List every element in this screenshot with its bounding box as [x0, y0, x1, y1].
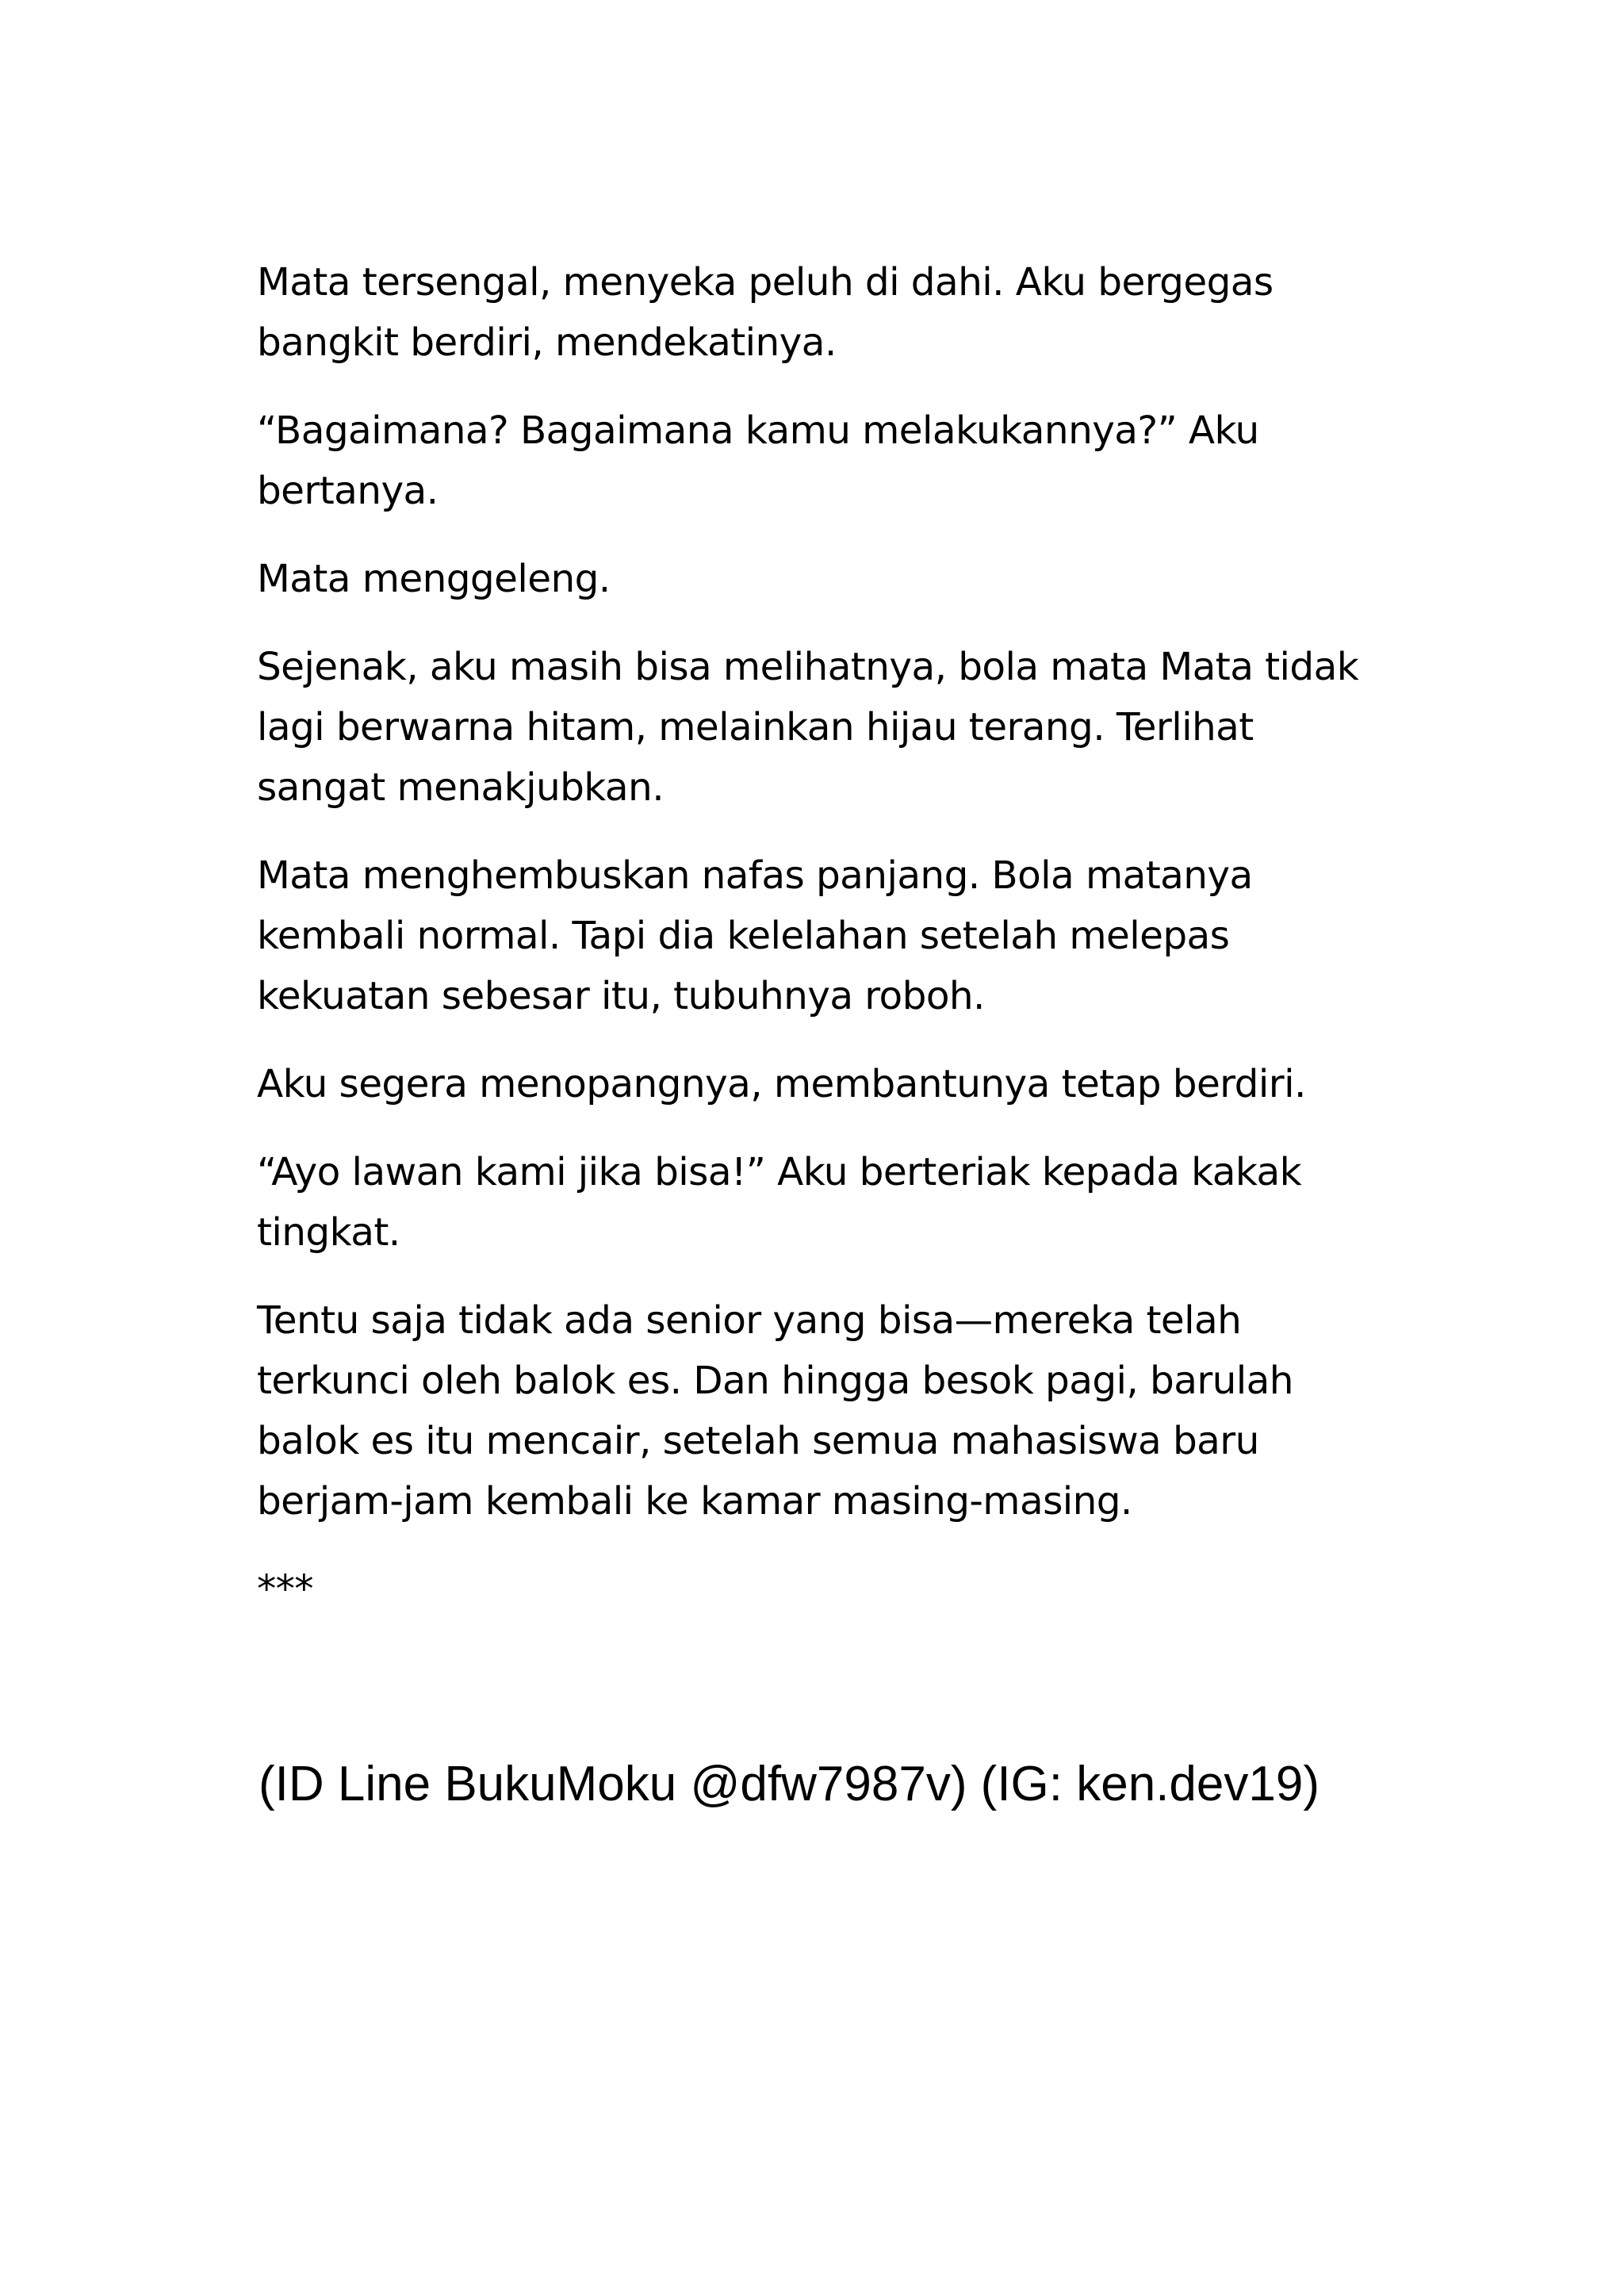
paragraph: Mata menggeleng.: [257, 557, 611, 601]
contact-footer: (ID Line BukuMoku @dfw7987v) (IG: ken.dev19): [259, 1757, 1320, 1811]
paragraph: Tentu saja tidak ada senior yang bisa—mereka telah terkunci oleh balok es. Dan hingga besok pagi, barulah balok es itu mencair, setelah semua mahasiswa baru berjam-jam kembali ke kamar masing-masing.: [257, 1298, 1293, 1524]
paragraph: “Bagaimana? Bagaimana kamu melakukannya?” Aku bertanya.: [257, 408, 1259, 513]
story-text: [257, 252, 1383, 1647]
paragraph: Mata menghembuskan nafas panjang. Bola matanya kembali normal. Tapi dia kelelahan setelah melepas kekuatan sebesar itu, tubuhnya roboh.: [257, 853, 1253, 1018]
paragraph: “Ayo lawan kami jika bisa!” Aku berteriak kepada kakak tingkat.: [257, 1150, 1302, 1255]
paragraph: Mata tersengal, menyeka peluh di dahi. Aku bergegas bangkit berdiri, mendekatinya.: [257, 260, 1274, 365]
section-separator: ***: [257, 1567, 313, 1612]
paragraph: Sejenak, aku masih bisa melihatnya, bola mata Mata tidak lagi berwarna hitam, melainkan hijau terang. Terlihat sangat menakjubkan.: [257, 645, 1359, 810]
paragraph: Aku segera menopangnya, membantunya tetap berdiri.: [257, 1062, 1306, 1106]
